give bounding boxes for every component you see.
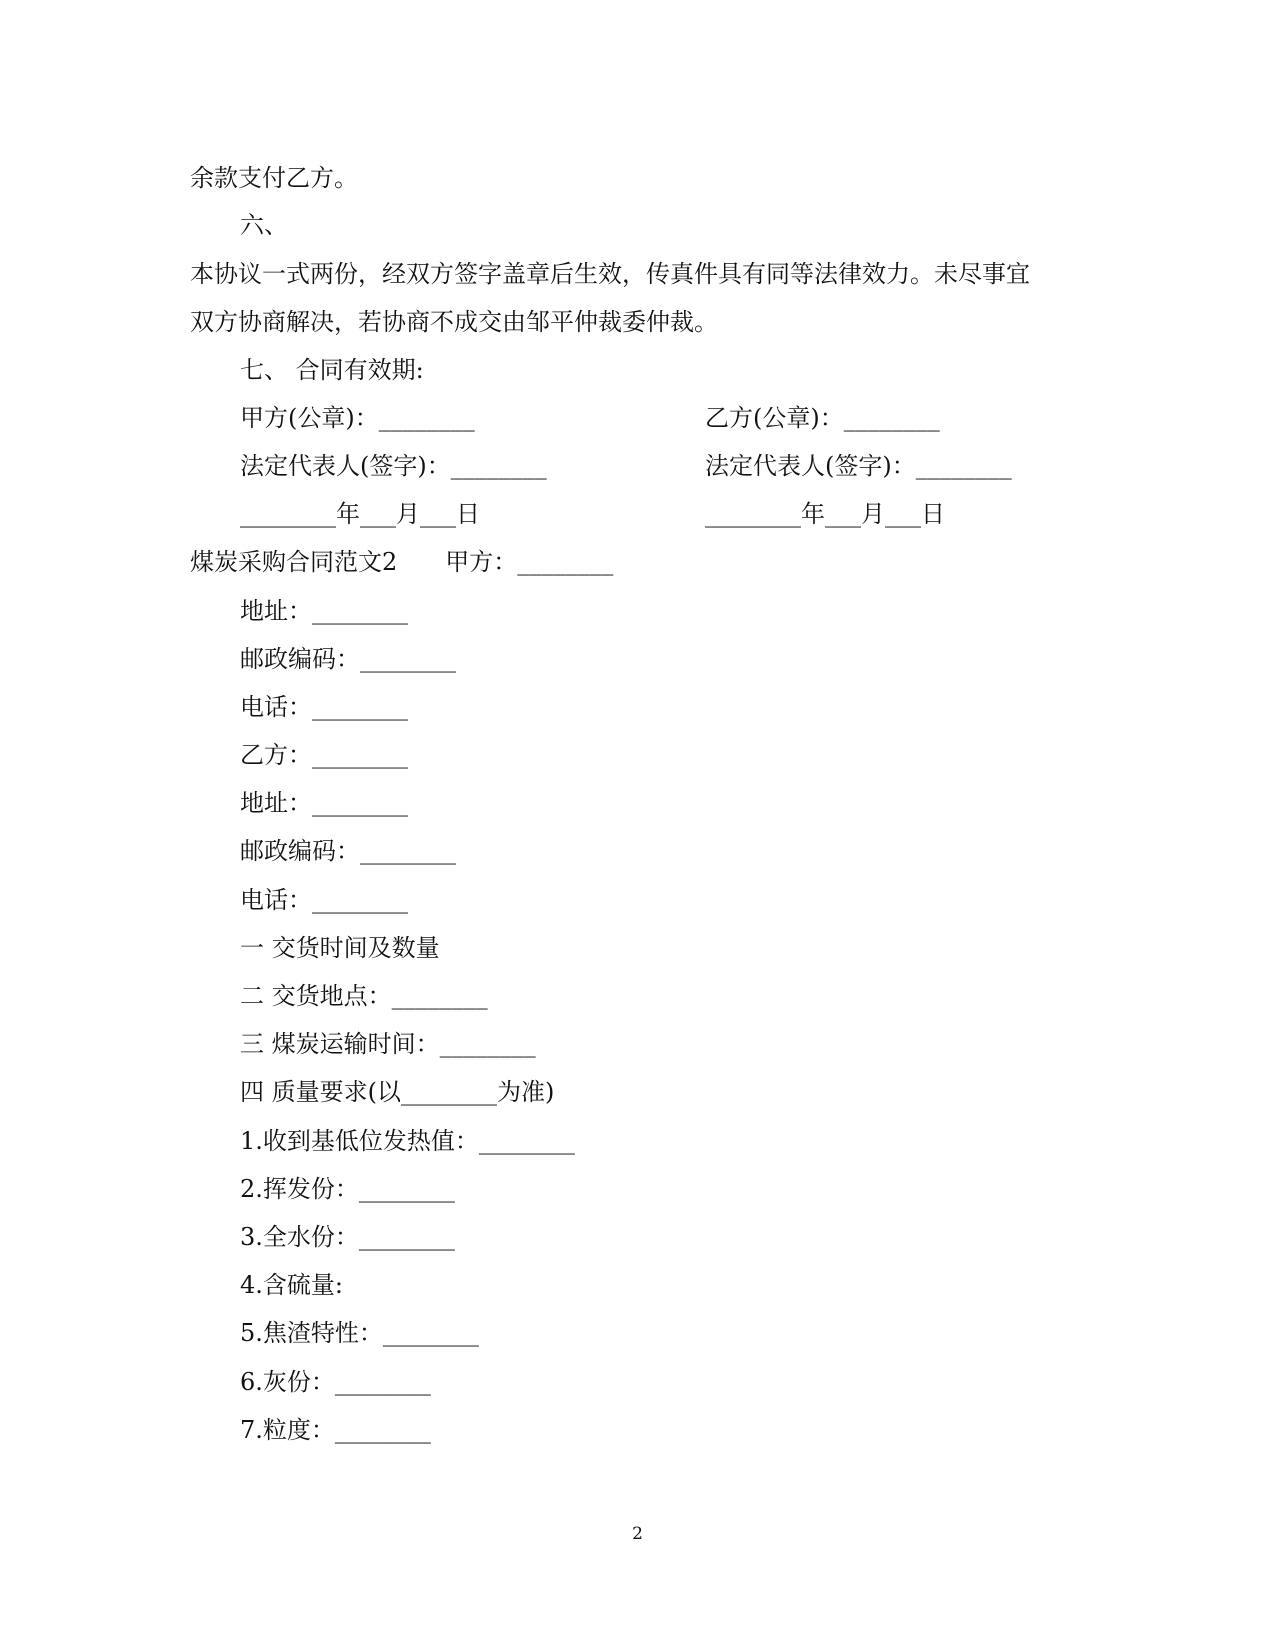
party-a-phone-field: 电话：________	[240, 693, 408, 721]
quality-item-sulfur: 4.含硫量:	[240, 1271, 343, 1299]
party-b-date-field: ________年___月___日	[705, 500, 945, 528]
text-line-arbitration: 双方协商解决，若协商不成交由邹平仲裁委仲裁。	[190, 308, 718, 336]
quality-item-granularity: 7.粒度：________	[240, 1416, 431, 1444]
quality-item-moisture: 3.全水份：________	[240, 1223, 455, 1251]
page-number: 2	[632, 1524, 643, 1544]
party-b-address-field: 地址：________	[240, 789, 408, 817]
party-b-postcode-field: 邮政编码：________	[240, 837, 456, 865]
quality-item-volatile: 2.挥发份：________	[240, 1175, 455, 1203]
quality-item-coke-residue: 5.焦渣特性：________	[240, 1319, 479, 1347]
quality-item-calorific-value: 1.收到基低位发热值：________	[240, 1127, 575, 1155]
clause-delivery-time: 一 交货时间及数量	[240, 934, 440, 962]
party-b-phone-field: 电话：________	[240, 886, 408, 914]
clause-delivery-place: 二 交货地点：________	[240, 982, 488, 1010]
clause-quality-requirements: 四 质量要求(以________为准)	[240, 1078, 555, 1106]
clause-transport-time: 三 煤炭运输时间：________	[240, 1030, 536, 1058]
party-b-representative-field: 法定代表人(签字)：________	[705, 452, 1012, 480]
party-a-date-field: ________年___月___日	[240, 500, 480, 528]
text-line-remaining-payment: 余款支付乙方。	[190, 164, 358, 192]
text-line-agreement: 本协议一式两份，经双方签字盖章后生效，传真件具有同等法律效力。未尽事宜	[190, 260, 1030, 288]
party-b-seal-field: 乙方(公章)：________	[705, 404, 940, 432]
contract-title-2: 煤炭采购合同范文2 甲方：________	[190, 548, 614, 576]
party-a-postcode-field: 邮政编码：________	[240, 645, 456, 673]
section-six-heading: 六、	[240, 211, 288, 239]
quality-item-ash: 6.灰份：________	[240, 1368, 431, 1396]
party-b-field: 乙方：________	[240, 741, 408, 769]
party-a-representative-field: 法定代表人(签字)：________	[240, 452, 547, 480]
party-a-seal-field: 甲方(公章)：________	[240, 404, 475, 432]
section-seven-heading: 七、 合同有效期:	[240, 356, 424, 384]
party-a-address-field: 地址：________	[240, 597, 408, 625]
